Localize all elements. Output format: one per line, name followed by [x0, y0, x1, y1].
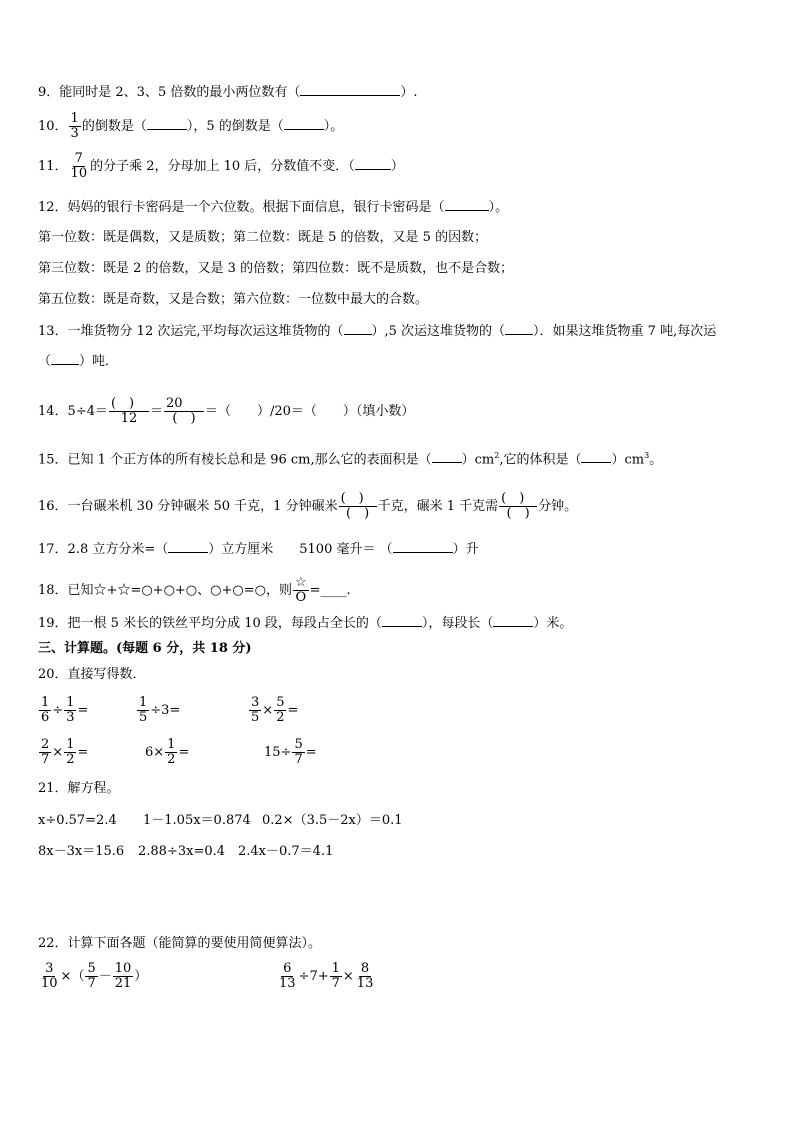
question-9: [38, 83, 418, 102]
answer-blank[interactable]: [432, 450, 462, 463]
question-18: [38, 576, 351, 605]
equation: x÷0.57=2.4: [38, 813, 117, 828]
q-text: ）。: [488, 200, 509, 215]
q-text: 能同时是 2、3、5 倍数的最小两位数有（: [59, 85, 301, 100]
answer-blank[interactable]: [51, 352, 79, 365]
answer-blank[interactable]: [493, 614, 533, 627]
q-text: 2.8 立方分米=（: [67, 542, 169, 557]
q20-expr: 6× $\frac{1}{2}$ =: [145, 737, 190, 767]
superscript: 3: [644, 451, 650, 460]
q-text: ），5 的倒数是（: [186, 119, 284, 134]
question-11: [38, 152, 404, 181]
q-text: ）。: [323, 119, 344, 134]
q-text: ,它的体积是（: [499, 452, 582, 468]
q-text: 一堆货物分 12 次运完,平均每次运这堆货物的（: [67, 324, 344, 339]
q-number: 18．: [38, 583, 68, 598]
equation: 1－1.05x＝0.874: [143, 813, 251, 828]
question-13-cont: [38, 352, 118, 371]
q22-expr-1: $\frac{3}{10}$ ×（ $\frac{5}{7}$ － $\frac{10}{21}$ ）: [41, 961, 148, 991]
q-text: ）: [390, 159, 404, 174]
q-text: ）升: [452, 542, 479, 557]
q-text: ）吨．: [79, 354, 119, 369]
answer-blank[interactable]: [505, 322, 533, 335]
question-21-title: 21．解方程。: [38, 781, 120, 796]
q-text: ）立方厘米 5100 毫升＝ （: [208, 542, 393, 557]
q-text: ），每段长（: [421, 616, 494, 631]
q-number: 14．: [38, 404, 68, 419]
q20-expr: $\frac{1}{6}$ ÷ $\frac{1}{3}$ =: [41, 695, 89, 725]
question-13: [38, 322, 716, 341]
answer-blank[interactable]: [355, 157, 391, 170]
q-number: 10．: [38, 119, 68, 134]
question-19: [38, 614, 572, 633]
q22-expr-2: $\frac{6}{13}$ ÷7+ $\frac{1}{7}$ × $\frac{8}{13}$: [279, 961, 374, 991]
q-text: 。: [649, 452, 663, 468]
fraction: $\frac{1}{3}$: [70, 111, 79, 141]
q-text: ）,5 次运这堆货物的（: [371, 324, 506, 339]
q20-expr: 15÷ $\frac{5}{7}$ =: [264, 737, 317, 767]
q20-expr: $\frac{3}{5}$ × $\frac{5}{2}$ =: [251, 695, 299, 725]
q-text: 的分子乘 2，分母加上 10 后，分数值不变．（: [90, 159, 355, 174]
fraction: $\frac{( )}{12}$: [109, 397, 149, 426]
q-text: 的倒数是（: [81, 119, 147, 134]
q-text: 妈妈的银行卡密码是一个六位数。根据下面信息，银行卡密码是（: [67, 200, 445, 215]
fraction: $\frac{☆}{O}$: [294, 575, 307, 605]
q-number: 16．: [38, 499, 68, 514]
question-14: [38, 397, 414, 426]
q-text: ）cm: [461, 452, 495, 468]
q-text: ＝: [149, 404, 163, 419]
q20-expr: $\frac{2}{7}$ × $\frac{1}{2}$ =: [41, 737, 89, 767]
question-22-title: 22．计算下面各题（能简算的要使用简便算法）。: [38, 936, 322, 951]
q-text: ）.: [400, 85, 418, 100]
q-number: 13．: [38, 324, 68, 339]
answer-blank[interactable]: [344, 322, 372, 335]
equation: 2.4x－0.7＝4.1: [238, 844, 334, 859]
q-number: 12．: [38, 200, 68, 215]
q-text: ＝（ ）/20＝（ ）（填小数）: [205, 404, 415, 419]
q-number: 9．: [38, 85, 60, 100]
q-text: 千克，碾米 1 千克需: [377, 499, 499, 514]
q12-info-line: 第一位数：既是偶数，又是质数；第二位数：既是 5 的倍数，又是 5 的因数；: [38, 230, 488, 245]
q12-info-line: 第五位数：既是奇数，又是合数；第六位数：一位数中最大的合数。: [38, 292, 429, 307]
equation: 2.88÷3x=0.4: [138, 844, 226, 859]
fraction: $\frac{20}{( )}$: [164, 397, 204, 426]
answer-blank[interactable]: [284, 117, 324, 130]
q-number: 17．: [38, 542, 68, 557]
question-16: [38, 492, 577, 521]
q-text: ）．如果这堆货物重 7 吨,每次运: [533, 324, 717, 339]
equation: 0.2×（3.5－2x）＝0.1: [262, 813, 403, 828]
answer-blank[interactable]: [581, 450, 611, 463]
section-heading: 三、计算题。(每题 6 分，共 18 分): [38, 641, 252, 656]
question-10: [38, 112, 343, 141]
superscript: 2: [494, 451, 500, 460]
q-text: 已知 1 个正方体的所有棱长总和是 96 cm,那么它的表面积是（: [67, 452, 432, 468]
q-text: 一台碾米机 30 分钟碾米 50 千克，1 分钟碾米: [67, 499, 338, 514]
q20-expr: $\frac{1}{5}$ ÷3=: [139, 695, 181, 725]
answer-blank[interactable]: [393, 540, 453, 553]
answer-blank[interactable]: [382, 614, 422, 627]
q-number: 19．: [38, 616, 68, 631]
question-20-title: 20．直接写得数．: [38, 667, 146, 682]
answer-blank[interactable]: [445, 198, 489, 211]
q-number: 11．: [38, 159, 68, 174]
answer-blank[interactable]: [300, 83, 400, 96]
q-text: 已知☆+☆=○+○+○、○+○=○，则: [67, 583, 292, 598]
q-text: （: [38, 354, 52, 369]
answer-blank[interactable]: [168, 540, 208, 553]
question-15: [38, 447, 662, 469]
question-12: [38, 198, 508, 217]
q-text: 把一根 5 米长的铁丝平均分成 10 段，每段占全长的（: [67, 616, 382, 631]
q-text: 分钟。: [538, 499, 578, 514]
answer-blank[interactable]: [147, 117, 187, 130]
fraction-blank[interactable]: $\frac{( )}{( )}$: [499, 492, 537, 521]
q-text: 5÷4＝: [67, 404, 108, 419]
equation: 8x－3x＝15.6: [38, 844, 125, 859]
fraction: $\frac{7}{10}$: [70, 151, 88, 181]
question-17: [38, 540, 479, 559]
q-number: 15．: [38, 452, 68, 468]
q12-info-line: 第三位数：既是 2 的倍数，又是 3 的倍数；第四位数：既不是质数，也不是合数；: [38, 261, 514, 276]
q-text: =____.: [309, 583, 351, 598]
q-text: ）cm: [611, 452, 645, 468]
q-text: ）米。: [533, 616, 573, 631]
fraction-blank[interactable]: $\frac{( )}{( )}$: [339, 492, 377, 521]
